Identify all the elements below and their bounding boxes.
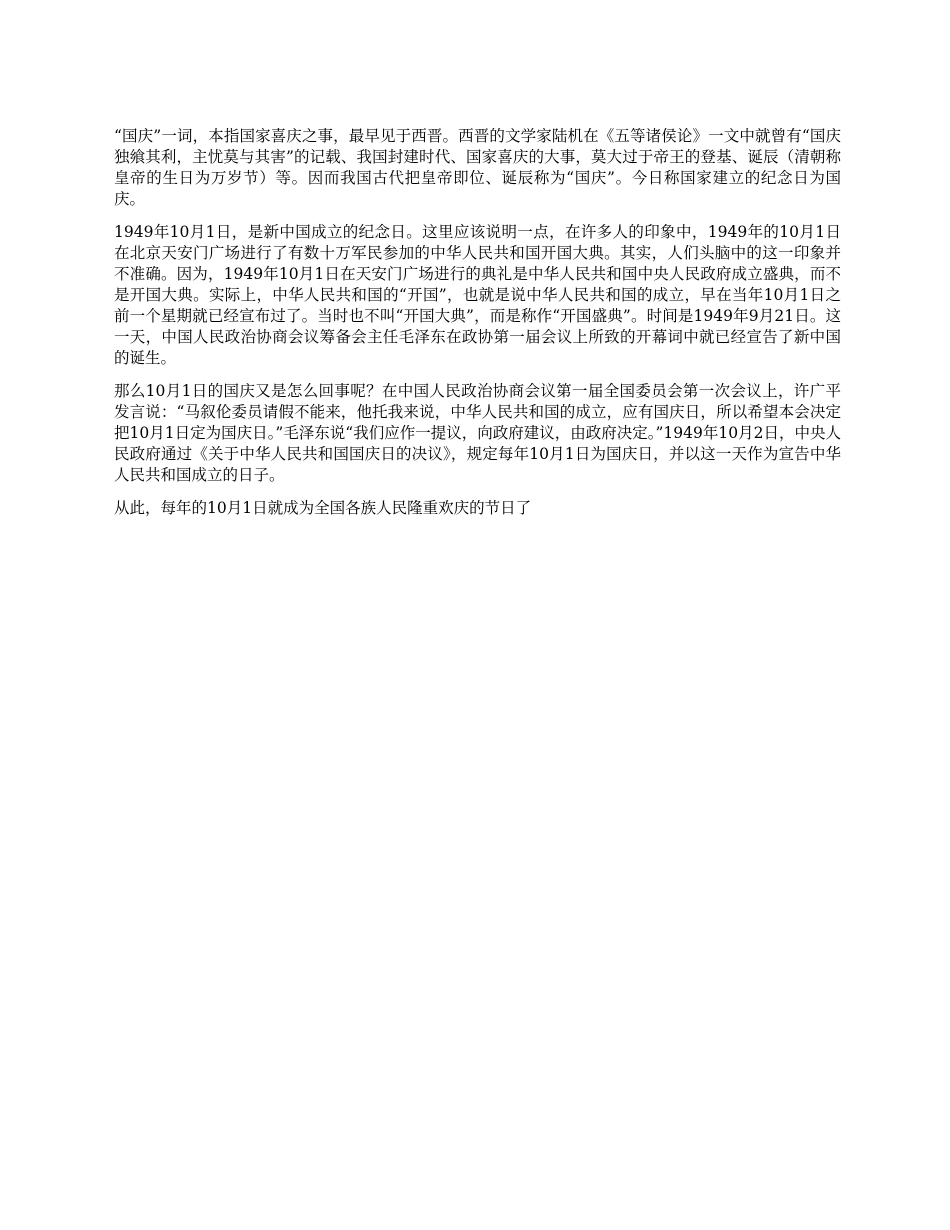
paragraph-conclusion: 从此，每年的10月1日就成为全国各族人民隆重欢庆的节日了 xyxy=(114,499,532,517)
paragraph-origin-of-guoqing: “国庆”一词，本指国家喜庆之事，最早见于西晋。西晋的文学家陆机在《五等诸侯论》一文中就曾有“国庆独飨其利，主忧莫与其害”的记载、我国封建时代、国家喜庆的大事，莫大过于帝王的登基、诞辰（清朝称皇帝的生日为万岁节）等。因而我国古代把皇帝即位、诞辰称为“国庆”。今日称国家建立的纪念日为国庆。 xyxy=(114,127,841,208)
paragraph-founding-date: 1949年10月1日，是新中国成立的纪念日。这里应该说明一点，在许多人的印象中，1949年的10月1日在北京天安门广场进行了有数十万军民参加的中华人民共和国开国大典。其实，人们头脑中的这一印象并不准确。因为，1949年10月1日在天安门广场进行的典礼是中华人民共和国中央人民政府成立盛典，而不是开国大典。实际上，中华人民共和国的“开国”，也就是说中华人民共和国的成立，早在当年10月1日之前一个星期就已经宣布过了。当时也不叫“开国大典”，而是称作“开国盛典”。时间是1949年9月21日。这一天，中国人民政治协商会议筹备会主任毛泽东在政协第一届会议上所致的开幕词中就已经宣告了新中国的诞生。 xyxy=(114,223,841,367)
paragraph-national-day-resolution: 那么10月1日的国庆又是怎么回事呢？在中国人民政治协商会议第一届全国委员会第一次会议上，许广平发言说：“马叙伦委员请假不能来，他托我来说，中华人民共和国的成立，应有国庆日，所以希望本会决定把10月1日定为国庆日。”毛泽东说“我们应作一提议，向政府建议，由政府决定。”1949年10月2日，中央人民政府通过《关于中华人民共和国国庆日的决议》，规定每年10月1日为国庆日，并以这一天作为宣告中华人民共和国成立的日子。 xyxy=(114,382,841,484)
document-page xyxy=(114,126,841,531)
